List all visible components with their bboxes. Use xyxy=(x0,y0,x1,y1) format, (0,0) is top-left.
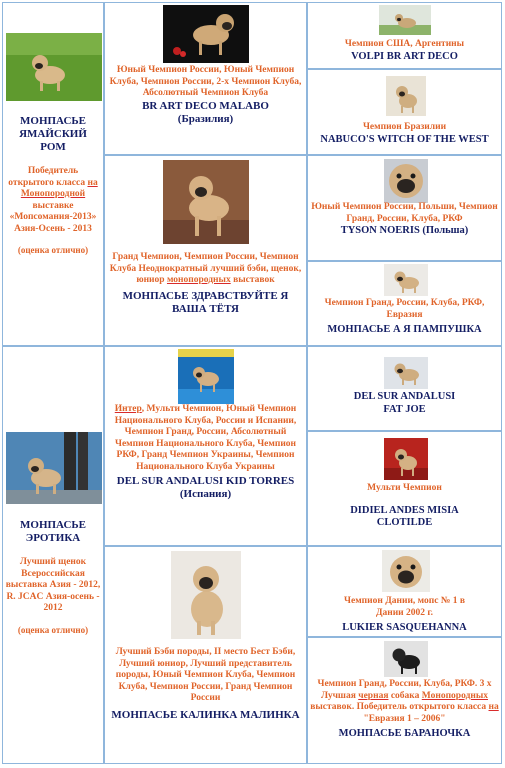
dog-name: DIDIEL ANDES MISIA CLOTILDE xyxy=(350,504,459,528)
dog-name: VOLPI BR ART DECO xyxy=(351,50,458,62)
dog-titles: Лучший Бэби породы, II место Бест Бэби, Лучший юниор, Лучший представитель породы, Юный Чемпион Клуба, Чемпион Клуба, Чемпион России, Гранд Чемпион России xyxy=(115,647,296,703)
dog-photo xyxy=(178,349,234,404)
dog-titles-rest: выставок xyxy=(230,275,275,285)
dog-name: DEL SUR ANDALUSI FAT JOE xyxy=(353,391,456,415)
dog-titles: Чемпион Дании, мопс № 1 в Дании 2002 г. xyxy=(344,596,465,618)
dog-name: МОНПАСЬЕ А Я ПАМПУШКА xyxy=(327,324,482,335)
dog-photo xyxy=(384,357,428,389)
dog-origin: (Бразилия) xyxy=(177,112,234,125)
dog-photo xyxy=(384,159,428,203)
dog-titles: Чемпион США, Аргентины xyxy=(344,39,465,49)
dog-titles: Юный Чемпион России, Польши, Чемпион Гранд, России, Клуба, РКФ xyxy=(311,202,498,224)
dog-cell-monpasye-baranochka xyxy=(307,637,502,764)
dog-photo xyxy=(384,641,428,677)
dog-cell-volpi-br-art-deco xyxy=(307,2,502,69)
dog-cell-br-art-deco-malabo xyxy=(104,2,307,155)
dog-cell-didiel-andes-misia-clotilde xyxy=(307,431,502,546)
dog-titles-mid: собака xyxy=(388,690,422,701)
dog-name: МОНПАСЬЕ КАЛИНКА МАЛИНКА xyxy=(111,708,300,721)
dog-titles-black: черная xyxy=(358,690,389,701)
dog-titles: Чемпион Бразилии xyxy=(362,122,447,132)
dog-titles: Чемпион Гранд, России, Клуба, РКФ, Евразия xyxy=(324,298,485,320)
dog-name: BR ART DECO MALABO xyxy=(142,99,269,112)
dog-titles-rest: , Мульти Чемпион, Юный Чемпион Национального Клуба, России и Испании, Чемпион Гранд, России, Абсолютный Чемпион Национального Клуба, Чемпион РКФ, Гранд Чемпион Украины, Чемпион Национального Клуба Украины xyxy=(114,404,297,472)
dog-photo xyxy=(382,550,430,592)
dog-photo xyxy=(163,5,249,63)
dog-cell-monpasye-zdravstvuyte xyxy=(104,155,307,346)
dog-titles-na: на xyxy=(488,702,499,712)
dog-photo xyxy=(163,160,249,244)
dog-cell-monpasye-yamaiskiy-rom xyxy=(2,2,104,346)
dog-cell-del-sur-andalusi-fat-joe xyxy=(307,346,502,431)
dog-name: МОНПАСЬЕ ЭРОТИКА xyxy=(20,519,86,544)
dog-cell-monpasye-kalinka-malinka xyxy=(104,546,307,764)
dog-titles: Мульти Чемпион xyxy=(367,483,442,493)
dog-name: DEL SUR ANDALUSI KID TORRES xyxy=(116,475,295,487)
dog-name: NABUCO'S WITCH OF THE WEST xyxy=(320,133,489,145)
dog-titles-text: Чемпион Гранд, России, Клуба, РКФ. 3 х Лучшая xyxy=(317,679,492,701)
dog-name: LUKIER SASQUEHANNA xyxy=(342,622,467,633)
dog-cell-monpasye-a-ya-pampushka xyxy=(307,261,502,346)
dog-titles-inter: Интер xyxy=(114,404,142,414)
dog-titles-text: Гранд Чемпион, Чемпион России, Чемпион Клуба Неоднократный лучший бэби, щенок, юниор xyxy=(109,252,302,285)
dog-titles: Лучший щенок Всероссийская выставка Азия - 2012, R. JCAC Азия-осень - 2012 xyxy=(5,557,101,613)
dog-titles-mono: монопородных xyxy=(166,275,231,285)
dog-name xyxy=(310,225,499,238)
dog-name: МОНПАСЬЕ ЗДРАВСТВУЙТЕ Я ВАША ТЁТЯ xyxy=(122,289,289,315)
dog-grade: (оценка отлично) xyxy=(17,624,89,635)
dog-cell-del-sur-andalusi-kid-torres xyxy=(104,346,307,546)
dog-titles-text: Победитель открытого класса xyxy=(8,166,88,188)
dog-origin: (Испания) xyxy=(179,488,232,500)
dog-photo xyxy=(171,551,241,639)
dog-titles xyxy=(310,679,499,725)
dog-name: МОНПАСЬЕ БАРАНОЧКА xyxy=(338,728,471,739)
dog-photo xyxy=(384,438,428,480)
dog-titles-na: на xyxy=(87,177,98,188)
dog-titles-rest: выставке «Мопсомания-2013» Азия-Осень - 2013 xyxy=(9,200,97,234)
dog-cell-nabucos-witch-of-the-west xyxy=(307,69,502,155)
dog-titles-mono: Монопородной xyxy=(20,189,86,199)
dog-cell-monpasye-erotika xyxy=(2,346,104,764)
dog-titles-mid2: выставок. Победитель открытого класса xyxy=(310,702,489,712)
dog-cell-lukier-sasquehanna xyxy=(307,546,502,637)
dog-name-text: TYSON NOERIS xyxy=(340,225,420,236)
dog-titles-mono: Монопородных xyxy=(421,690,489,701)
dog-titles xyxy=(109,404,302,473)
dog-photo xyxy=(384,264,428,296)
dog-photo xyxy=(379,5,431,35)
dog-titles xyxy=(109,252,302,287)
dog-cell-tyson-noeris xyxy=(307,155,502,261)
dog-titles-rest: "Евразия 1 – 2006" xyxy=(363,713,446,724)
dog-titles: Юный Чемпион России, Юный Чемпион Клуба, Чемпион России, 2-х Чемпион Клуба, Абсолютный Чемпион Клуба xyxy=(109,65,302,98)
dog-origin: (Польша) xyxy=(422,225,469,236)
dog-titles xyxy=(5,166,101,235)
dog-photo xyxy=(386,76,426,116)
dog-photo xyxy=(6,33,102,101)
dog-photo xyxy=(6,432,102,504)
dog-grade: (оценка отлично) xyxy=(17,245,89,255)
dog-name: МОНПАСЬЕ ЯМАЙСКИЙ РОМ xyxy=(19,115,87,153)
